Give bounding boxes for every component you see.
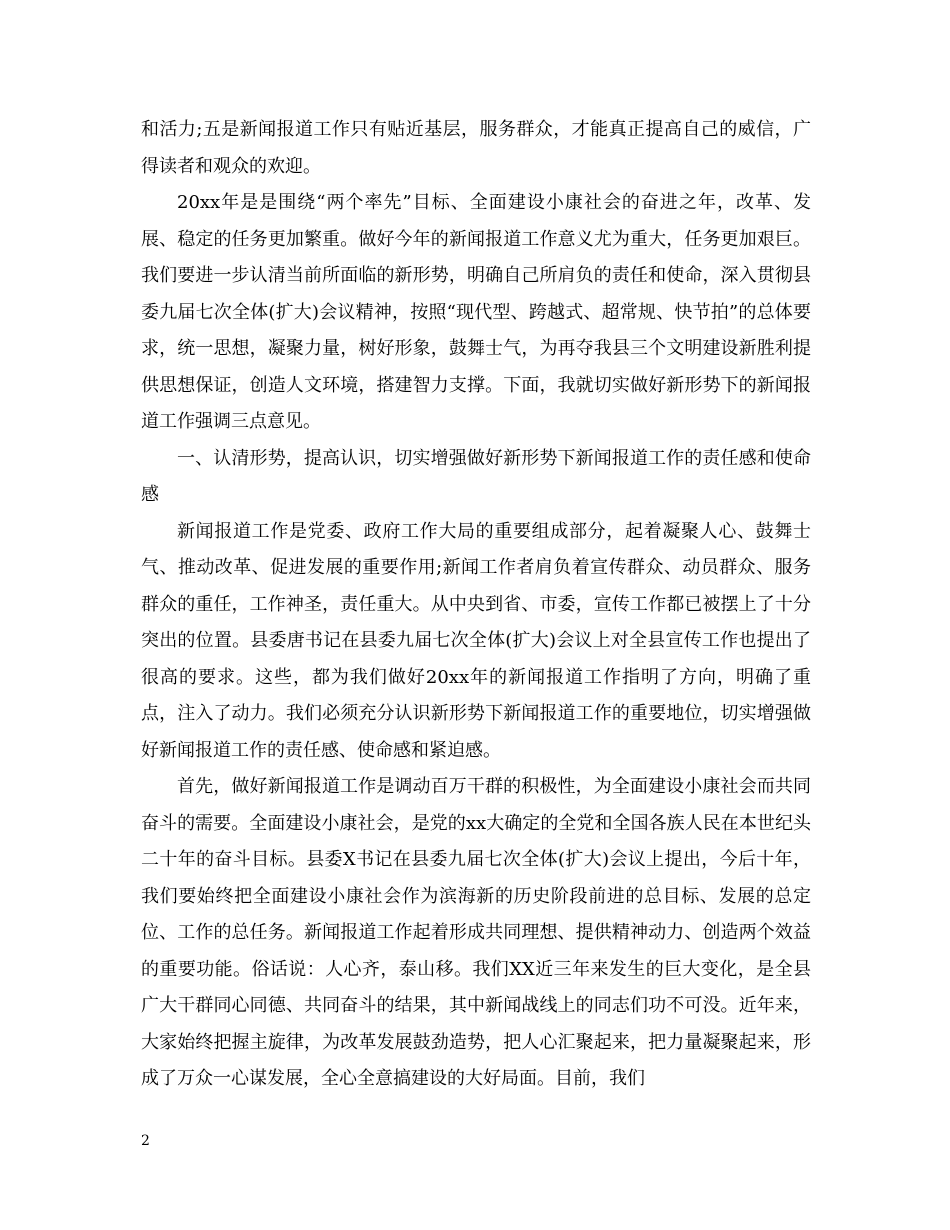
paragraph-2: 20xx年是是围绕“两个率先”目标、全面建设小康社会的奋进之年，改革、发展、稳定的任务更加繁重。做好今年的新闻报道工作意义尤为重大，任务更加艰巨。我们要进一步认清当前所面临的新形势，明确自己所肩负的责任和使命，深入贯彻县委九届七次全体(扩大)会议精神，按照“现代型、跨越式、超常规、快节拍”的总体要求，统一思想，凝聚力量，树好形象，鼓舞士气，为再夺我县三个文明建设新胜利提供思想保证，创造人文环境，搭建智力支撑。下面，我就切实做好新形势下的新闻报道工作强调三点意见。	[141, 192, 811, 432]
paragraph-4: 首先，做好新闻报道工作是调动百万干群的积极性，为全面建设小康社会而共同奋斗的需要。全面建设小康社会，是党的xx大确定的全党和全国各族人民在本世纪头二十年的奋斗目标。县委X书记在县委九届七次全体(扩大)会议上提出，今后十年，我们要始终把全面建设小康社会作为滨海新的历史阶段前进的总目标、发展的总定位、工作的总任务。新闻报道工作起着形成共同理想、提供精神动力、创造两个效益的重要功能。俗话说：人心齐，泰山移。我们XX近三年来发生的巨大变化，是全县广大干群同心同德、共同奋斗的结果，其中新闻战线上的同志们功不可没。近年来，大家始终把握主旋律，为改革发展鼓劲造势，把人心汇聚起来，把力量凝聚起来，形成了万众一心谋发展，全心全意搞建设的大好局面。目前，我们	[141, 776, 811, 1089]
section-heading: 一、认清形势，提高认识，切实增强做好新形势下新闻报道工作的责任感和使命感	[141, 447, 811, 505]
document-body	[141, 112, 811, 1098]
page-number: 2	[141, 1133, 150, 1149]
paragraph-1: 和活力;五是新闻报道工作只有贴近基层，服务群众，才能真正提高自己的威信，广得读者和观众的欢迎。	[141, 119, 811, 177]
paragraph-3: 新闻报道工作是党委、政府工作大局的重要组成部分，起着凝聚人心、鼓舞士气、推动改革、促进发展的重要作用;新闻工作者肩负着宣传群众、动员群众、服务群众的重任，工作神圣，责任重大。从中央到省、市委，宣传工作都已被摆上了十分突出的位置。县委唐书记在县委九届七次全体(扩大)会议上对全县宣传工作也提出了很高的要求。这些，都为我们做好20xx年的新闻报道工作指明了方向，明确了重点，注入了动力。我们必须充分认识新形势下新闻报道工作的重要地位，切实增强做好新闻报道工作的责任感、使命感和紧迫感。	[141, 520, 811, 761]
